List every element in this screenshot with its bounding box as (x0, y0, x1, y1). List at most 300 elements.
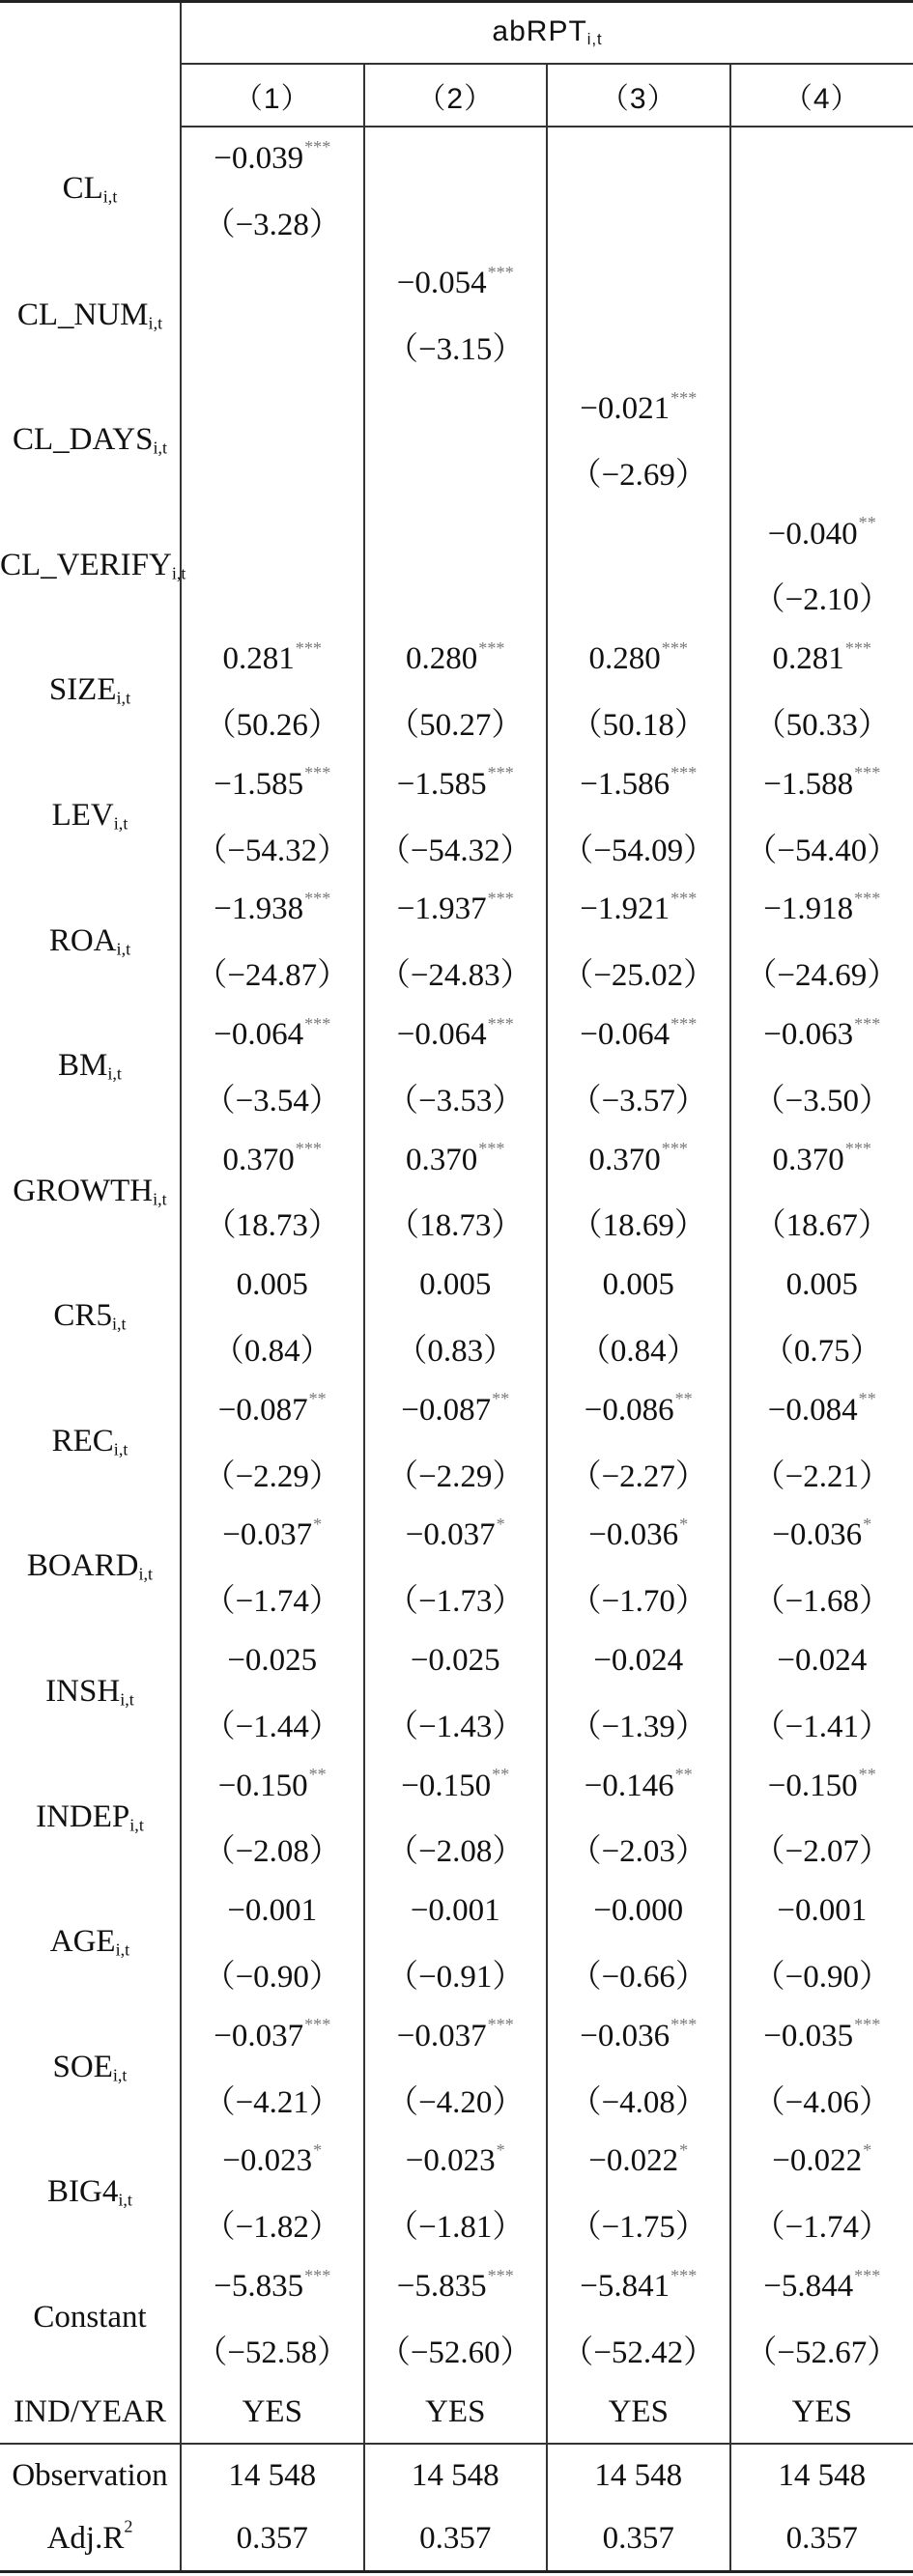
t-statistic-cell (181, 1316, 364, 1379)
coefficient-value: −0.037 (214, 2018, 304, 2053)
significance-stars: *** (478, 637, 505, 658)
coefficient-value: −0.087 (401, 1392, 492, 1428)
coefficient-cell (364, 1505, 548, 1568)
fixed-effects-label: IND/YEAR (14, 2393, 166, 2429)
coefficient-row (0, 879, 913, 942)
significance-stars: *** (304, 2015, 331, 2035)
t-statistic-value: （−1.74） (753, 2210, 891, 2246)
t-statistic-value: （−2.21） (753, 1458, 891, 1494)
coefficient-value: −0.001 (777, 1893, 868, 1929)
coefficient-value: 0.280 (588, 641, 661, 677)
coefficient-cell (181, 1629, 364, 1692)
coefficient-cell (364, 127, 548, 190)
variable-label: $CR5_{i,t}$ (53, 1298, 127, 1334)
t-statistic-value: （−1.73） (386, 1584, 525, 1620)
t-statistic-cell (730, 1942, 913, 2005)
significance-stars: ** (308, 1389, 327, 1409)
column-header-4: （4） (730, 64, 913, 127)
coefficient-cell (364, 1880, 548, 1942)
coefficient-cell (364, 2131, 548, 2194)
significance-stars: *** (670, 2265, 698, 2285)
significance-stars: *** (487, 763, 514, 783)
t-statistic-value: （18.73） (387, 1208, 524, 1244)
coefficient-value: −0.023 (405, 2143, 496, 2179)
t-statistic-cell (547, 2193, 730, 2255)
t-statistic-cell (547, 1192, 730, 1255)
t-statistic-value: （−2.69） (569, 457, 707, 493)
variable-label: $SIZE_{i,t}$ (48, 672, 131, 708)
t-statistic-value: （−4.08） (569, 2084, 707, 2120)
t-statistic-value: （−3.53） (386, 1083, 525, 1118)
coefficient-cell (730, 1880, 913, 1942)
variable-label: $CL\_VERIFY_{i,t}$ (0, 547, 186, 583)
t-statistic-cell (181, 566, 364, 629)
t-statistic-cell (181, 1192, 364, 1255)
variable-label: $REC_{i,t}$ (51, 1423, 128, 1459)
coefficient-value: −5.841 (580, 2268, 670, 2304)
table-body (0, 127, 913, 2381)
coefficient-value: −1.938 (214, 892, 304, 927)
t-statistic-cell (547, 691, 730, 753)
variable-label: $ROA_{i,t}$ (48, 922, 131, 959)
observation-cell: 14 548 (547, 2444, 730, 2507)
significance-stars: * (313, 2139, 323, 2160)
coefficient-value: −0.025 (410, 1643, 500, 1679)
t-statistic-cell (181, 816, 364, 879)
t-statistic-value: （−3.57） (569, 1083, 707, 1118)
significance-stars: * (313, 1514, 323, 1534)
coefficient-cell (547, 1004, 730, 1066)
fixed-effects-cell: YES (181, 2381, 364, 2445)
coefficient-cell (364, 1129, 548, 1192)
significance-stars: * (679, 2139, 689, 2160)
t-statistic-value: （50.33） (754, 708, 890, 744)
t-statistic-value: （−1.82） (203, 2210, 341, 2246)
significance-stars: *** (854, 889, 881, 909)
t-statistic-cell (181, 1442, 364, 1505)
t-statistic-cell (730, 566, 913, 629)
coefficient-value: −5.835 (214, 2268, 304, 2304)
coefficient-value: −0.024 (593, 1643, 684, 1679)
fixed-effects-row (0, 2381, 913, 2445)
t-statistic-value: （−1.75） (569, 2210, 707, 2246)
t-statistic-value: （50.27） (387, 708, 524, 744)
significance-stars: *** (661, 637, 688, 658)
t-statistic-cell (364, 566, 548, 629)
t-statistic-cell (730, 941, 913, 1004)
t-statistic-value: （−1.68） (753, 1584, 891, 1620)
variable-label: $LEV_{i,t}$ (51, 797, 128, 834)
t-statistic-cell (547, 1692, 730, 1755)
t-statistic-cell (181, 440, 364, 503)
t-statistic-value: （−3.50） (753, 1083, 891, 1118)
observation-cell: 14 548 (730, 2444, 913, 2507)
coefficient-value: −1.585 (214, 766, 304, 802)
significance-stars: ** (674, 1765, 693, 1785)
coefficient-row (0, 753, 913, 816)
significance-stars: ** (858, 1389, 876, 1409)
t-statistic-cell (364, 1442, 548, 1505)
coefficient-cell (547, 378, 730, 440)
observation-cell: 14 548 (181, 2444, 364, 2507)
coefficient-cell (730, 628, 913, 691)
t-statistic-value: （−3.15） (386, 332, 525, 368)
t-statistic-cell (364, 1192, 548, 1255)
coefficient-cell (547, 1379, 730, 1442)
coefficient-cell (547, 503, 730, 566)
significance-stars: *** (304, 137, 331, 157)
t-statistic-value: （−54.32） (378, 833, 532, 868)
t-statistic-value: （−2.08） (203, 1834, 341, 1870)
t-statistic-cell (181, 691, 364, 753)
column-header-1: （1） (181, 64, 364, 127)
significance-stars: *** (487, 889, 514, 909)
coefficient-value: −0.150 (767, 1768, 858, 1803)
t-statistic-value: （−1.43） (386, 1709, 525, 1744)
coefficient-row (0, 253, 913, 316)
variable-label: $CL\_DAYS_{i,t}$ (12, 422, 168, 458)
significance-stars: *** (661, 1139, 688, 1159)
coefficient-cell (364, 1755, 548, 1818)
coefficient-cell (364, 503, 548, 566)
observation-row (0, 2444, 913, 2507)
coefficient-cell (181, 1129, 364, 1192)
column-header-3: （3） (547, 64, 730, 127)
coefficient-cell (547, 1505, 730, 1568)
coefficient-cell (547, 1254, 730, 1316)
coefficient-cell (730, 1004, 913, 1066)
header-row-dependent (0, 2, 913, 65)
coefficient-cell (547, 879, 730, 942)
coefficient-cell (181, 253, 364, 316)
significance-stars: *** (304, 889, 331, 909)
coefficient-value: −0.001 (410, 1893, 500, 1929)
coefficient-value: −0.064 (214, 1017, 304, 1053)
variable-label: $INSH_{i,t}$ (45, 1674, 134, 1710)
coefficient-cell (181, 127, 364, 190)
significance-stars: *** (304, 1013, 331, 1033)
coefficient-value: 0.370 (222, 1142, 295, 1177)
t-statistic-cell (547, 1818, 730, 1881)
t-statistic-value: （−1.41） (753, 1709, 891, 1744)
variable-label: $BOARD_{i,t}$ (26, 1548, 154, 1585)
t-statistic-cell (730, 190, 913, 253)
variable-label: $BM_{i,t}$ (58, 1048, 122, 1084)
coefficient-value: −0.150 (401, 1768, 492, 1803)
variable-label: $INDEP_{i,t}$ (36, 1798, 144, 1835)
header-corner-cell (0, 2, 181, 127)
t-statistic-cell (547, 190, 730, 253)
coefficient-row (0, 378, 913, 440)
variable-label: $CL_{i,t}$ (62, 171, 118, 207)
coefficient-value: 0.370 (406, 1142, 478, 1177)
coefficient-row (0, 2131, 913, 2194)
significance-stars: * (496, 1514, 505, 1534)
t-statistic-cell (364, 1316, 548, 1379)
coefficient-row (0, 2005, 913, 2068)
significance-stars: *** (304, 2265, 331, 2285)
t-statistic-value: （0.75） (761, 1334, 882, 1370)
coefficient-value: −1.921 (580, 892, 670, 927)
coefficient-cell (364, 879, 548, 942)
t-statistic-value: （−4.06） (753, 2084, 891, 2120)
coefficient-cell (547, 753, 730, 816)
t-statistic-value: （−54.40） (745, 833, 899, 868)
coefficient-cell (181, 1755, 364, 1818)
coefficient-cell (181, 628, 364, 691)
coefficient-value: −1.585 (396, 766, 487, 802)
t-statistic-cell (364, 1567, 548, 1629)
t-statistic-cell (547, 816, 730, 879)
coefficient-cell (547, 1629, 730, 1692)
t-statistic-cell (181, 315, 364, 378)
variable-label: $CL\_NUM_{i,t}$ (16, 297, 163, 333)
coefficient-cell (730, 1379, 913, 1442)
coefficient-cell (364, 1254, 548, 1316)
coefficient-cell (181, 2131, 364, 2194)
coefficient-value: −0.001 (227, 1893, 318, 1929)
coefficient-cell (364, 253, 548, 316)
coefficient-cell (547, 2255, 730, 2318)
coefficient-cell (364, 2255, 548, 2318)
coefficient-cell (730, 2255, 913, 2318)
coefficient-value: 0.005 (236, 1267, 308, 1303)
coefficient-cell (730, 753, 913, 816)
significance-stars: ** (858, 1765, 876, 1785)
coefficient-value: −0.084 (767, 1392, 858, 1428)
significance-stars: *** (487, 2265, 514, 2285)
t-statistic-value: （−1.44） (203, 1709, 341, 1744)
coefficient-cell (730, 2131, 913, 2194)
t-statistic-cell (364, 1692, 548, 1755)
variable-label: $BIG4_{i,t}$ (47, 2174, 132, 2210)
variable-label: $GROWTH_{i,t}$ (13, 1173, 167, 1209)
coefficient-value: −0.024 (777, 1643, 868, 1679)
t-statistic-value: （−24.83） (378, 958, 532, 994)
t-statistic-cell (547, 2318, 730, 2381)
t-statistic-cell (547, 1942, 730, 2005)
coefficient-cell (364, 628, 548, 691)
coefficient-cell (181, 1254, 364, 1316)
coefficient-cell (730, 378, 913, 440)
significance-stars: *** (487, 1013, 514, 1033)
t-statistic-value: （18.67） (754, 1208, 890, 1244)
coefficient-value: −0.150 (217, 1768, 308, 1803)
significance-stars: *** (487, 2015, 514, 2035)
t-statistic-cell (181, 1692, 364, 1755)
t-statistic-cell (730, 2068, 913, 2131)
t-statistic-value: （18.69） (570, 1208, 706, 1244)
t-statistic-cell (364, 2318, 548, 2381)
significance-stars: *** (854, 1013, 881, 1033)
significance-stars: *** (854, 2015, 881, 2035)
t-statistic-cell (730, 691, 913, 753)
observation-cell: 14 548 (364, 2444, 548, 2507)
t-statistic-cell (181, 2193, 364, 2255)
coefficient-cell (181, 378, 364, 440)
coefficient-cell (547, 2005, 730, 2068)
coefficient-cell (547, 1129, 730, 1192)
coefficient-row (0, 1629, 913, 1692)
t-statistic-cell (547, 440, 730, 503)
fixed-effects-cell: YES (364, 2381, 548, 2445)
coefficient-value: −1.588 (763, 766, 854, 802)
t-statistic-value: （−0.90） (753, 1960, 891, 1995)
coefficient-cell (730, 1629, 913, 1692)
t-statistic-cell (730, 1192, 913, 1255)
coefficient-cell (730, 253, 913, 316)
coefficient-cell (181, 1505, 364, 1568)
t-statistic-cell (364, 941, 548, 1004)
coefficient-value: −0.022 (588, 2143, 679, 2179)
adj-r2-cell: 0.357 (547, 2507, 730, 2571)
coefficient-cell (181, 879, 364, 942)
t-statistic-value: （−1.74） (203, 1584, 341, 1620)
t-statistic-cell (730, 2193, 913, 2255)
coefficient-value: −1.937 (396, 892, 487, 927)
t-statistic-cell (181, 1066, 364, 1129)
t-statistic-cell (364, 2068, 548, 2131)
significance-stars: ** (308, 1765, 327, 1785)
coefficient-value: −0.146 (584, 1768, 674, 1803)
t-statistic-cell (181, 1818, 364, 1881)
coefficient-value: 0.005 (602, 1267, 674, 1303)
t-statistic-value: （0.84） (578, 1334, 699, 1370)
t-statistic-value: （−24.69） (745, 958, 899, 994)
coefficient-value: 0.005 (419, 1267, 492, 1303)
coefficient-value: −0.063 (763, 1017, 854, 1053)
t-statistic-cell (547, 1567, 730, 1629)
significance-stars: *** (670, 2015, 698, 2035)
significance-stars: *** (844, 1139, 871, 1159)
coefficient-value: −0.036 (772, 1517, 863, 1553)
coefficient-value: −0.023 (222, 2143, 313, 2179)
t-statistic-value: （−54.09） (561, 833, 716, 868)
coefficient-value: 0.280 (406, 641, 478, 677)
significance-stars: *** (670, 763, 698, 783)
coefficient-cell (364, 753, 548, 816)
t-statistic-cell (730, 1316, 913, 1379)
significance-stars: *** (670, 1013, 698, 1033)
coefficient-cell (364, 2005, 548, 2068)
t-statistic-value: （−0.90） (203, 1960, 341, 1995)
t-statistic-value: （−0.66） (569, 1960, 707, 1995)
coefficient-row (0, 1379, 913, 1442)
coefficient-cell (181, 1379, 364, 1442)
coefficient-row (0, 503, 913, 566)
t-statistic-cell (181, 1942, 364, 2005)
coefficient-value: −0.064 (396, 1017, 487, 1053)
t-statistic-value: （−2.10） (753, 582, 891, 618)
significance-stars: *** (295, 1139, 322, 1159)
significance-stars: *** (854, 763, 881, 783)
coefficient-value: 0.370 (772, 1142, 844, 1177)
coefficient-row (0, 1880, 913, 1942)
t-statistic-value: （−2.08） (386, 1834, 525, 1870)
coefficient-cell (181, 503, 364, 566)
coefficient-value: −0.035 (763, 2018, 854, 2053)
t-statistic-value: （50.26） (204, 708, 340, 744)
t-statistic-cell (730, 1066, 913, 1129)
significance-stars: *** (670, 889, 698, 909)
t-statistic-value: （18.73） (204, 1208, 340, 1244)
coefficient-value: −0.054 (396, 266, 487, 301)
coefficient-value: −0.064 (580, 1017, 670, 1053)
t-statistic-cell (364, 440, 548, 503)
significance-stars: *** (295, 637, 322, 658)
adj-r2-cell: 0.357 (364, 2507, 548, 2571)
coefficient-row (0, 1254, 913, 1316)
coefficient-value: −0.037 (222, 1517, 313, 1553)
coefficient-cell (181, 2005, 364, 2068)
coefficient-value: 0.281 (222, 641, 295, 677)
coefficient-row (0, 1004, 913, 1066)
coefficient-value: 0.370 (588, 1142, 661, 1177)
coefficient-value: −0.000 (593, 1893, 684, 1929)
coefficient-row (0, 1505, 913, 1568)
coefficient-value: −1.586 (580, 766, 670, 802)
t-statistic-cell (547, 315, 730, 378)
adj-r2-label: $Adj.R^2$ (0, 2507, 181, 2571)
t-statistic-cell (181, 190, 364, 253)
significance-stars: *** (844, 637, 871, 658)
coefficient-cell (547, 127, 730, 190)
coefficient-cell (730, 1254, 913, 1316)
coefficient-cell (364, 1004, 548, 1066)
t-statistic-value: （−52.67） (745, 2335, 899, 2370)
observation-label: Observation (0, 2444, 181, 2507)
t-statistic-value: （−1.81） (386, 2210, 525, 2246)
t-statistic-value: （−1.70） (569, 1584, 707, 1620)
t-statistic-cell (547, 1066, 730, 1129)
significance-stars: *** (304, 763, 331, 783)
column-header-2: （2） (364, 64, 548, 127)
t-statistic-cell (547, 1442, 730, 1505)
coefficient-value: −5.835 (396, 2268, 487, 2304)
coefficient-cell (730, 1505, 913, 1568)
significance-stars: ** (492, 1765, 510, 1785)
coefficient-value: −0.025 (227, 1643, 318, 1679)
t-statistic-cell (364, 2193, 548, 2255)
fixed-effects-cell: YES (547, 2381, 730, 2445)
significance-stars: ** (492, 1389, 510, 1409)
t-statistic-cell (730, 1818, 913, 1881)
t-statistic-cell (364, 691, 548, 753)
significance-stars: * (496, 2139, 505, 2160)
coefficient-cell (730, 1755, 913, 1818)
coefficient-row (0, 1755, 913, 1818)
t-statistic-cell (181, 2068, 364, 2131)
t-statistic-cell (364, 1942, 548, 2005)
t-statistic-cell (547, 1316, 730, 1379)
significance-stars: * (863, 1514, 872, 1534)
t-statistic-value: （−3.54） (203, 1083, 341, 1118)
coefficient-cell (547, 253, 730, 316)
variable-label: Constant (33, 2300, 147, 2335)
coefficient-cell (730, 127, 913, 190)
t-statistic-value: （−52.58） (195, 2335, 350, 2370)
t-statistic-cell (547, 2068, 730, 2131)
coefficient-cell (730, 503, 913, 566)
t-statistic-cell (364, 1818, 548, 1881)
coefficient-cell (181, 2255, 364, 2318)
significance-stars: ** (858, 513, 876, 533)
coefficient-cell (364, 1379, 548, 1442)
coefficient-cell (181, 753, 364, 816)
t-statistic-cell (730, 1442, 913, 1505)
coefficient-cell (181, 1880, 364, 1942)
coefficient-cell (730, 879, 913, 942)
